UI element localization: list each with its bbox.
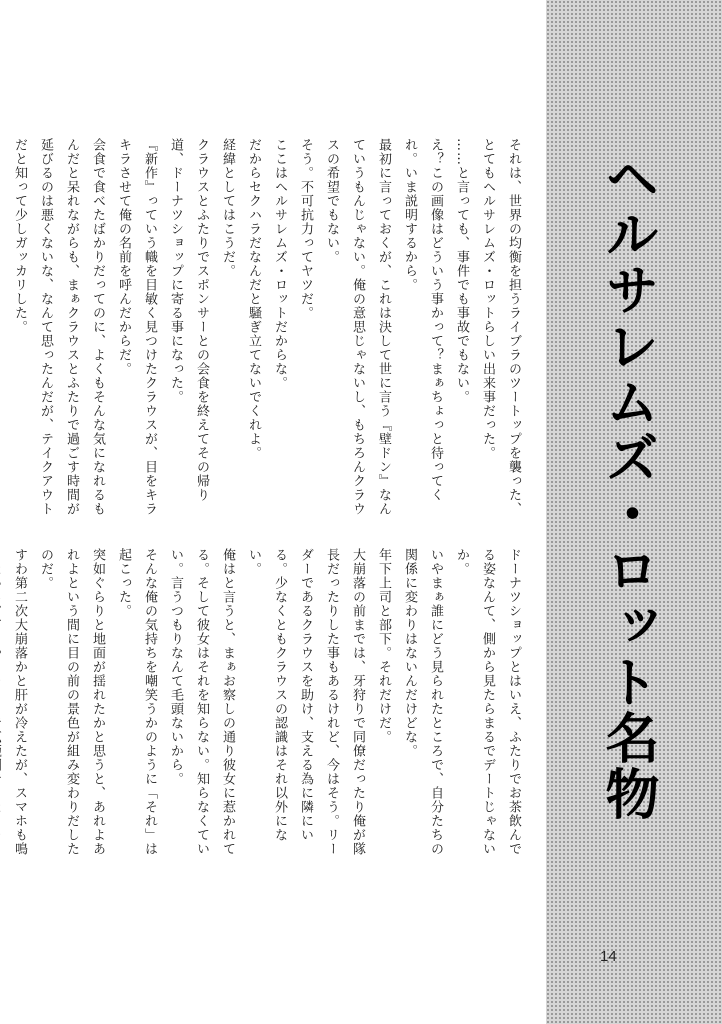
paragraph: え？この画像はどういう事かって？まぁちょっと待ってくれ。いま説明するから。 xyxy=(402,138,443,502)
paragraph: そんな俺の気持ちを嘲笑うかのように「それ」は起こった。 xyxy=(116,548,157,856)
paragraph: 『新作』っていう幟を目敏く見つけたクラウスが、目をキラキラさせて俺の名前を呼んだからだ。 xyxy=(116,138,157,516)
paragraph: ここはヘルサレムズ・ロットだからな。 xyxy=(272,138,287,390)
paragraph: クラウスとふたりでスポンサーとの会食を終えてその帰り道、ドーナツショップに寄る事になった。 xyxy=(168,138,209,502)
paragraph: 俺はと言うと、まぁお察しの通り彼女に惹かれてる。そして彼女はそれを知らない。知らなくていい。言うつもりなんて毛頭ないから。 xyxy=(168,548,235,856)
paragraph: すわ第二次大崩落かと肝が冷えたが、スマホも鳴 xyxy=(12,548,27,856)
page-number: 14 xyxy=(600,948,617,965)
body-text-upper xyxy=(12,138,526,522)
paragraph: 最初に言っておくが、これは決して世に言う『壁ドン』なんていうもんじゃない。俺の意思じゃないし、もちろんクラウスの希望でもない。 xyxy=(324,138,391,516)
paragraph: いやまぁ誰にどう見られたところで、自分たちの関係に変わりはないんだけどな。 xyxy=(402,548,443,856)
body-text-lower xyxy=(12,548,526,866)
paragraph: だからセクハラだなんだと騒ぎ立てないでくれよ。 xyxy=(246,138,261,460)
paragraph: ドーナツショップとはいえ、ふたりでお茶飲んでる姿なんて、側から見たらまるでデートじゃないか。 xyxy=(454,548,521,856)
chapter-title: ヘルサレムズ・ロット名物 xyxy=(597,150,660,822)
paragraph: 会食で食べたばかりだってのに、よくもそんな気になれるもんだと呆れながらも、まぁクラウスとふたりで過ごす時間が延びるのは悪くないな、なんて思ったんだが、テイクアウトだと知って少しガッカリした。 xyxy=(12,138,105,516)
paragraph: ……と言っても、事件でも事故でもない。 xyxy=(454,138,469,404)
paragraph: 経緯としてはこうだ。 xyxy=(220,138,235,278)
paragraph: 年下上司と部下。それだけだ。 xyxy=(376,548,391,744)
paragraph: 突如ぐらりと地面が揺れたかと思うと、あれよあれよという間に目の前の景色が組み変わりだしたのだ。 xyxy=(38,548,105,856)
paragraph: 大崩落の前までは、牙狩りで同僚だったり俺が隊長だったりした事もあるけれど、今はそう。リーダーであるクラウスを助け、支える為に隣にいる。少なくともクラウスの認識はそれ以外にない。 xyxy=(246,548,365,856)
paragraph: それは、世界の均衡を担うライブラのツートップを襲った、とてもヘルサレムズ・ロットらしい出来事だった。 xyxy=(480,138,521,516)
paragraph: そう。不可抗力ってヤツだ。 xyxy=(298,138,313,320)
